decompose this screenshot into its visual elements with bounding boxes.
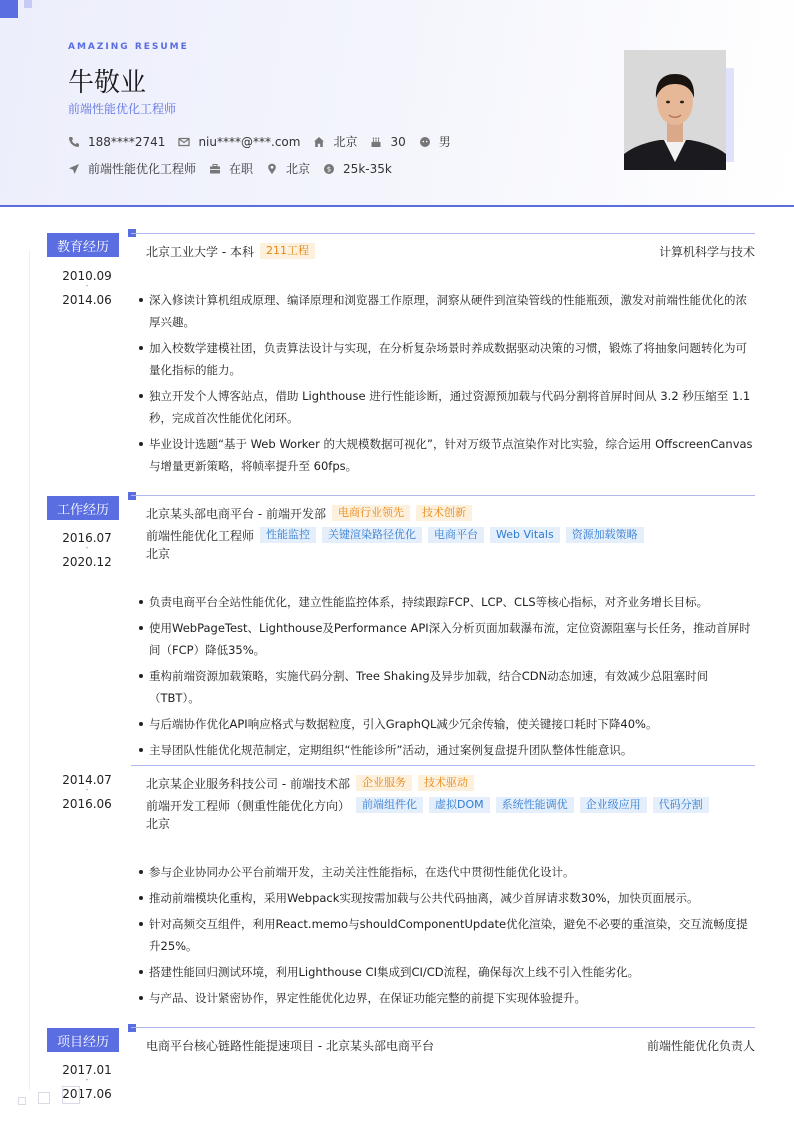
- target-position-text: 前端性能优化工程师: [88, 162, 197, 176]
- gender-item: [419, 133, 451, 150]
- coin-icon: [323, 163, 335, 175]
- target-position-item: [68, 160, 196, 177]
- resume-tagline: AMAZING RESUME: [68, 42, 189, 52]
- gender-text: 男: [438, 135, 451, 149]
- education-bullets: [136, 289, 756, 481]
- header-divider: [0, 205, 794, 207]
- skill-tag: 虚拟DOM: [429, 797, 490, 813]
- target-city-text: 北京: [286, 162, 311, 176]
- job2-role-line: [146, 796, 709, 814]
- skill-tag: 资源加载策略: [566, 527, 644, 543]
- candidate-title: 前端性能优化工程师: [68, 102, 177, 116]
- mail-icon: [178, 136, 190, 148]
- list-item: 参与企业协同办公平台前端开发，主动关注性能指标，在迭代中贯彻性能优化设计。: [136, 861, 756, 883]
- school-name: 北京工业大学 - 本科: [146, 244, 254, 259]
- phone-item: [68, 135, 165, 149]
- email-item: [178, 135, 300, 149]
- job2-start-date: 2014.07: [62, 773, 112, 787]
- job2-city: 北京: [146, 816, 171, 831]
- skill-tag: 前端组件化: [356, 797, 423, 813]
- education-school-line: [146, 242, 315, 260]
- job1-role: 前端性能优化工程师: [146, 528, 255, 543]
- company-tag: 电商行业领先: [332, 505, 410, 521]
- timeline-rail: [29, 250, 30, 1090]
- list-item: 深入修读计算机组成原理、编译原理和浏览器工作原理，洞察从硬件到渲染管线的性能瓶颈，激发对前端性能优化的浓厚兴趣。: [136, 289, 756, 333]
- status-item: [209, 160, 253, 177]
- candidate-name: 牛敬业: [68, 68, 147, 98]
- cake-icon: [370, 136, 382, 148]
- age-text: 30: [390, 134, 406, 149]
- list-item: 与后端协作优化API响应格式与数据粒度，引入GraphQL减少冗余传输，使关键接口耗时下降40%。: [136, 713, 756, 735]
- project-end-date: 2017.06: [62, 1087, 112, 1101]
- phone-icon: [68, 136, 80, 148]
- job1-end-date: 2020.12: [62, 555, 112, 569]
- phone-text: 188****2741: [88, 134, 166, 149]
- skill-tag: 关键渲染路径优化: [322, 527, 422, 543]
- list-item: 加入校数学建模社团，负责算法设计与实现，在分析复杂场景时养成数据驱动决策的习惯，锻炼了将抽象问题转化为可量化指标的能力。: [136, 337, 756, 381]
- list-item: 主导团队性能优化规范制定，定期组织“性能诊所”活动，通过案例复盘提升团队整体性能意识。: [136, 739, 756, 761]
- list-item: 搭建性能回归测试环境，利用Lighthouse CI集成到CI/CD流程，确保每次上线不引入性能劣化。: [136, 961, 756, 983]
- project-name: 电商平台核心链路性能提速项目 - 北京某头部电商平台: [146, 1038, 434, 1053]
- resume-header: [0, 0, 794, 206]
- list-item: 独立开发个人博客站点，借助 Lighthouse 进行性能诊断，通过资源预加载与代码分割将首屏时间从 3.2 秒压缩至 1.1 秒，完成首次性能优化闭环。: [136, 385, 756, 429]
- education-dates: 2010.09 - 2014.06: [51, 264, 123, 312]
- section-label-work: 工作经历: [47, 496, 119, 520]
- job2-bullets: [136, 861, 756, 1013]
- age-item: [370, 135, 405, 149]
- skill-tag: Web Vitals: [490, 527, 560, 543]
- job1-company-line: [146, 504, 472, 522]
- job2-role: 前端开发工程师（侧重性能优化方向）: [146, 798, 351, 813]
- skill-tag: 代码分割: [653, 797, 709, 813]
- status-text: 在职: [229, 162, 254, 176]
- project-dates: 2017.01 - 2017.06: [51, 1058, 123, 1106]
- job-intent-row: [68, 160, 405, 177]
- project-start-date: 2017.01: [62, 1063, 112, 1077]
- section-label-education: 教育经历: [47, 233, 119, 257]
- salary-item: [323, 162, 392, 176]
- list-item: 推动前端模块化重构，采用Webpack实现按需加载与公共代码抽离，减少首屏请求数30%，加快页面展示。: [136, 887, 756, 909]
- section-divider: [131, 233, 755, 234]
- job1-role-line: [146, 526, 644, 544]
- job1-dates: 2016.07 - 2020.12: [51, 526, 123, 574]
- list-item: 与产品、设计紧密协作，界定性能优化边界，在保证功能完整的前提下实现体验提升。: [136, 987, 756, 1009]
- job1-bullets: [136, 591, 756, 765]
- job1-company: 北京某头部电商平台 - 前端开发部: [146, 506, 326, 521]
- gender-icon: [419, 136, 431, 148]
- home-icon: [313, 136, 325, 148]
- skill-tag: 性能监控: [260, 527, 316, 543]
- section-divider: [131, 1027, 755, 1028]
- salary-text: 25k-35k: [343, 161, 392, 176]
- profile-photo: [624, 50, 726, 170]
- svg-text:$: $: [326, 165, 332, 174]
- list-item: 重构前端资源加载策略，实施代码分割、Tree Shaking及异步加载，结合CDN动态加速，有效减少总阻塞时间（TBT）。: [136, 665, 756, 709]
- bottom-decoration: [62, 1086, 80, 1104]
- education-major: 计算机科学与技术: [658, 244, 755, 259]
- skill-tag: 系统性能调优: [496, 797, 574, 813]
- section-divider: [131, 495, 755, 496]
- briefcase-icon: [209, 163, 221, 175]
- education-start-date: 2010.09: [62, 269, 112, 283]
- residence-text: 北京: [333, 135, 358, 149]
- job2-company-line: [146, 774, 474, 792]
- bottom-decoration: [38, 1092, 50, 1104]
- project-role: 前端性能优化负责人: [646, 1038, 755, 1053]
- job2-company: 北京某企业服务科技公司 - 前端技术部: [146, 776, 350, 791]
- send-icon: [68, 163, 80, 175]
- job1-start-date: 2016.07: [62, 531, 112, 545]
- company-tag: 企业服务: [356, 775, 412, 791]
- school-tag: 211工程: [260, 243, 315, 259]
- list-item: 负责电商平台全站性能优化，建立性能监控体系，持续跟踪FCP、LCP、CLS等核心指标，对齐业务增长目标。: [136, 591, 756, 613]
- list-item: 针对高频交互组件，利用React.memo与shouldComponentUpdate优化渲染，避免不必要的重渲染，交互流畅度提升25%。: [136, 913, 756, 957]
- bottom-decoration: [18, 1097, 26, 1105]
- residence-item: [313, 133, 357, 150]
- skill-tag: 电商平台: [428, 527, 484, 543]
- corner-decoration-small: [24, 0, 32, 8]
- email-text: niu****@***.com: [198, 134, 301, 149]
- job2-dates: 2014.07 - 2016.06: [51, 768, 123, 816]
- list-item: 使用WebPageTest、Lighthouse及Performance API深入分析页面加载瀑布流，定位资源阻塞与长任务，推动首屏时间（FCP）降低35%。: [136, 617, 756, 661]
- education-end-date: 2014.06: [62, 293, 112, 307]
- company-tag: 技术创新: [416, 505, 472, 521]
- location-pin-icon: [266, 163, 278, 175]
- contact-info-row: [68, 133, 464, 150]
- job1-city: 北京: [146, 546, 171, 561]
- section-marker: [128, 492, 136, 500]
- section-marker: [128, 1024, 136, 1032]
- section-label-project: 项目经历: [47, 1028, 119, 1052]
- job2-end-date: 2016.06: [62, 797, 112, 811]
- entry-divider: [131, 765, 755, 766]
- skill-tag: 企业级应用: [580, 797, 647, 813]
- list-item: 毕业设计选题“基于 Web Worker 的大规模数据可视化”，针对万级节点渲染作对比实验，综合运用 OffscreenCanvas 与增量更新策略，将帧率提升至 60fps。: [136, 433, 756, 477]
- target-city-item: [266, 160, 310, 177]
- company-tag: 技术驱动: [418, 775, 474, 791]
- corner-decoration: [0, 0, 18, 18]
